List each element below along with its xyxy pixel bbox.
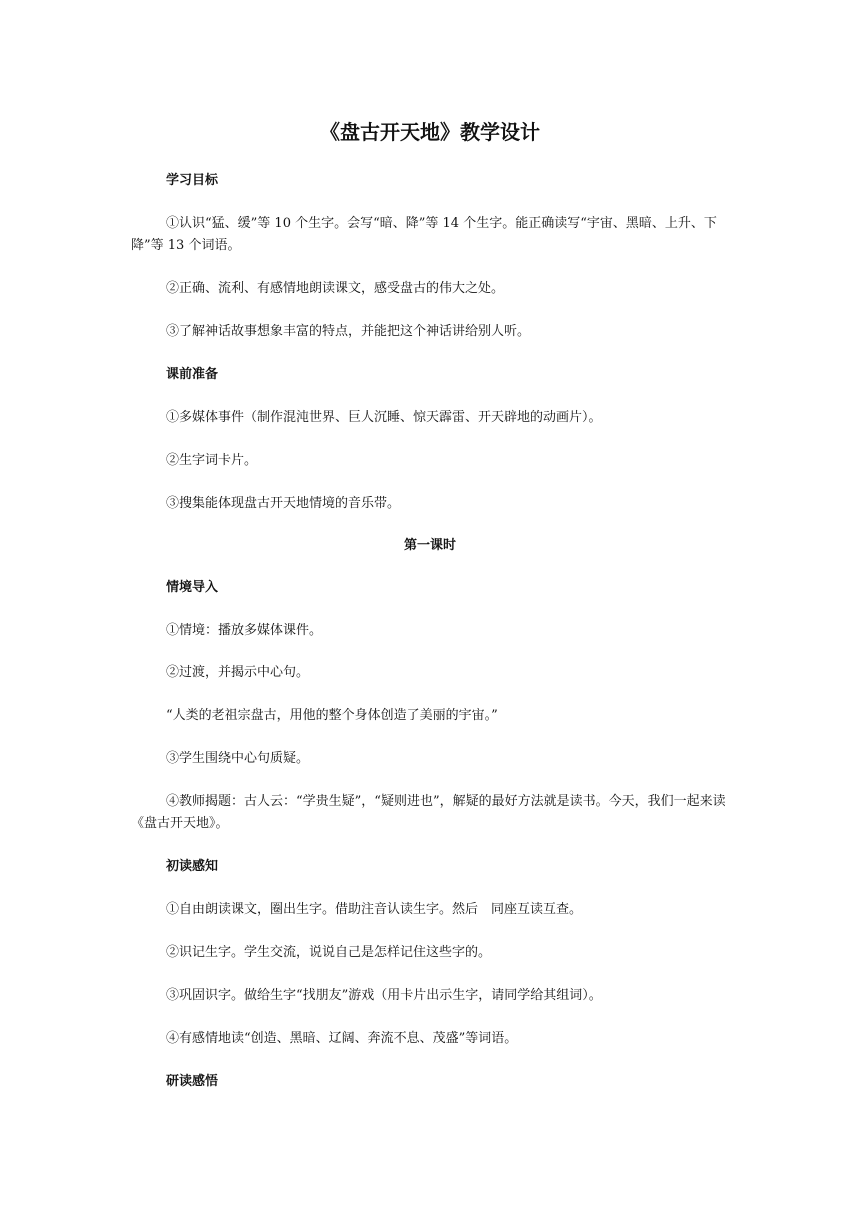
section-heading-prep: 课前准备 bbox=[166, 367, 219, 382]
paragraph-intro-4: ④教师揭题：古人云：“学贵生疑”，“疑则进也”，解疑的最好方法就是读书。今天，我们一起来读《盘古开天地》。 bbox=[131, 794, 726, 831]
paragraph-read-3: ③巩固识字。做给生字“找朋友”游戏（用卡片出示生字，请同学给其组词）。 bbox=[166, 988, 602, 1003]
paragraph-goal-3: ③了解神话故事想象丰富的特点，并能把这个神话讲给别人听。 bbox=[166, 324, 531, 339]
lesson-heading: 第一课时 bbox=[403, 538, 456, 553]
document-title: 《盘古开天地》教学设计 bbox=[320, 120, 540, 144]
section-heading-goals: 学习目标 bbox=[166, 173, 219, 188]
paragraph-intro-2: ②过渡，并揭示中心句。 bbox=[166, 665, 310, 680]
paragraph-goal-2: ②正确、流利、有感情地朗读课文，感受盘古的伟大之处。 bbox=[166, 281, 505, 296]
paragraph-prep-2: ②生字词卡片。 bbox=[166, 453, 258, 468]
paragraph-intro-3: ③学生围绕中心句质疑。 bbox=[166, 751, 310, 766]
paragraph-read-2: ②识记生字。学生交流，说说自己是怎样记住这些字的。 bbox=[166, 945, 492, 960]
paragraph-intro-quote: “人类的老祖宗盘古，用他的整个身体创造了美丽的宇宙。” bbox=[166, 708, 498, 723]
paragraph-prep-1: ①多媒体事件（制作混沌世界、巨人沉睡、惊天霹雷、开天辟地的动画片）。 bbox=[166, 410, 602, 425]
paragraph-prep-3: ③搜集能体现盘古开天地情境的音乐带。 bbox=[166, 496, 401, 511]
paragraph-goal-1: ①认识“猛、缓”等 10 个生字。会写“暗、降”等 14 个生字。能正确读写“宇宙、黑暗、上升、下降”等 13 个词语。 bbox=[131, 216, 717, 253]
section-heading-study: 研读感悟 bbox=[166, 1074, 219, 1089]
paragraph-intro-1: ①情境：播放多媒体课件。 bbox=[166, 623, 323, 638]
section-heading-intro: 情境导入 bbox=[166, 580, 219, 595]
section-heading-read: 初读感知 bbox=[166, 859, 219, 874]
paragraph-read-4: ④有感情地读“创造、黑暗、辽阔、奔流不息、茂盛”等词语。 bbox=[166, 1031, 518, 1046]
paragraph-read-1: ①自由朗读课文，圈出生字。借助注音认读生字。然后 同座互读互查。 bbox=[166, 902, 583, 917]
